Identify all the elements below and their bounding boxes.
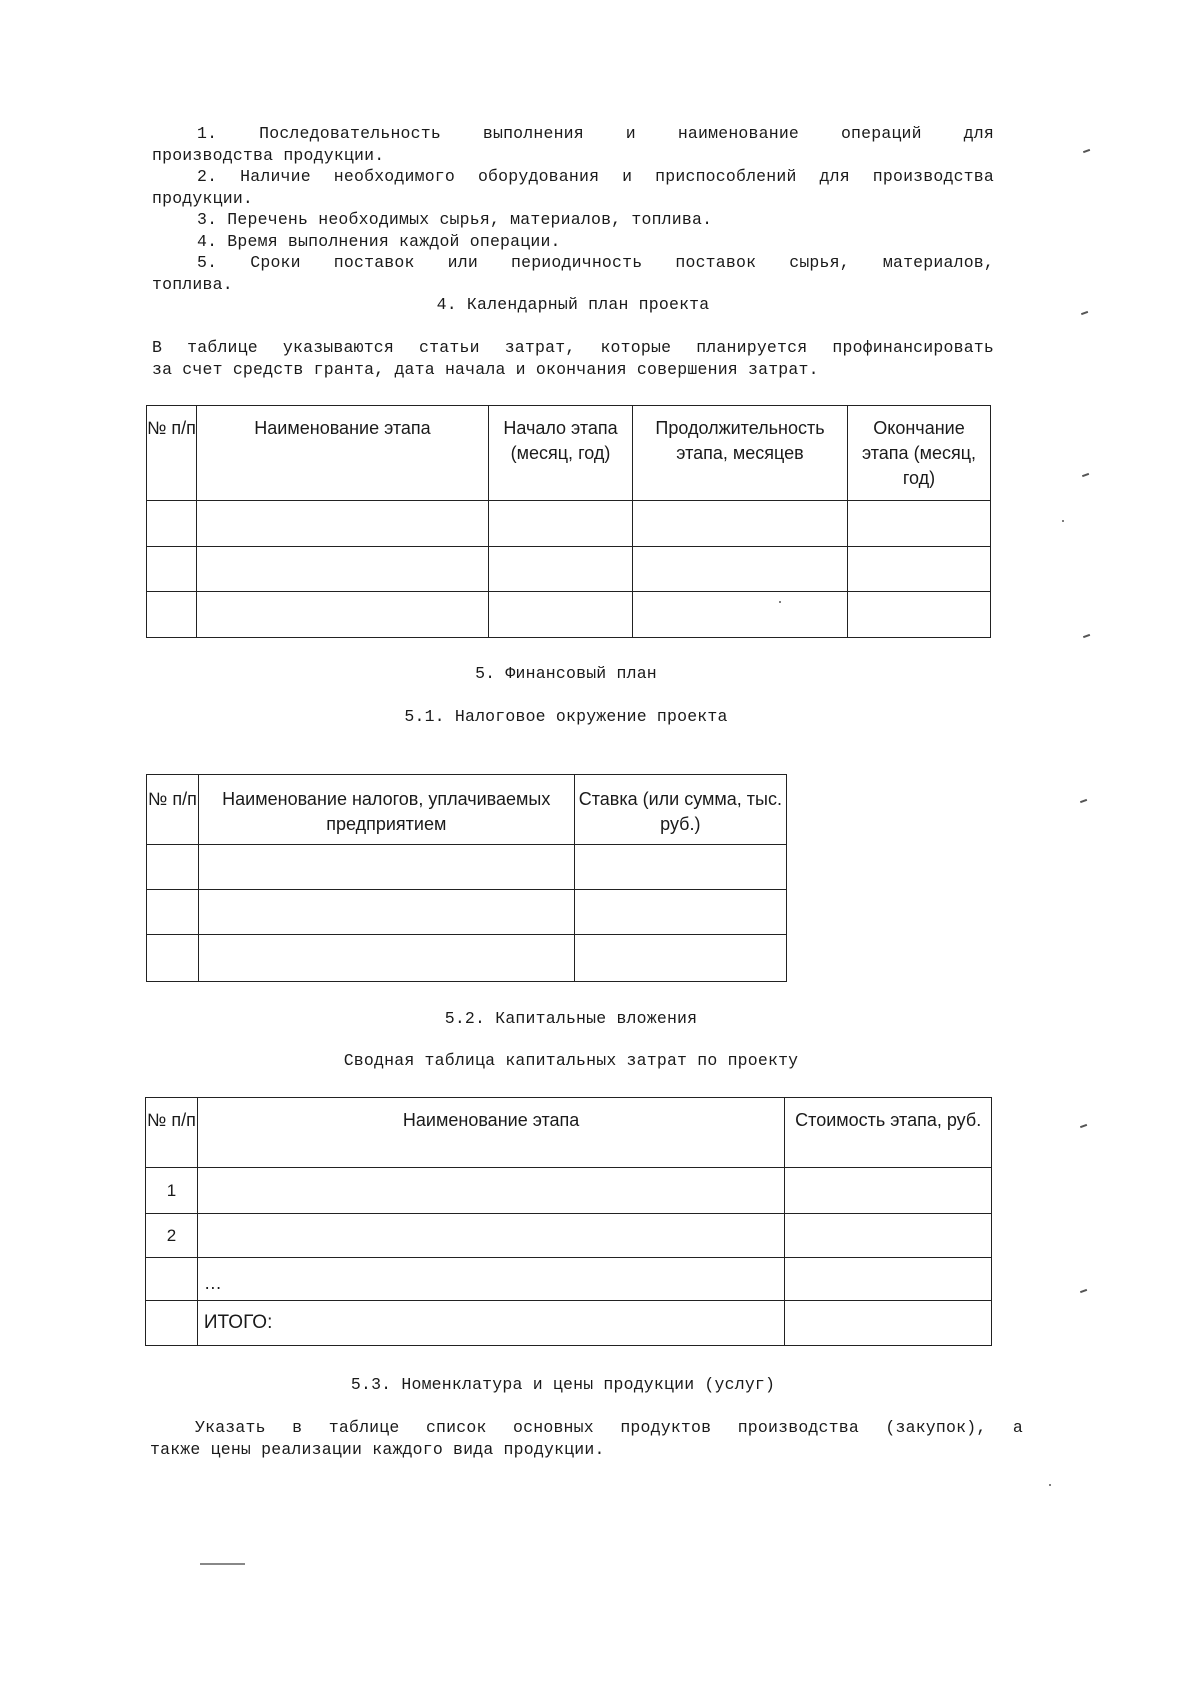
table-row: [146, 1258, 992, 1301]
table-header-row: [147, 406, 991, 501]
table-cell[interactable]: [489, 592, 633, 638]
table-cell[interactable]: [489, 501, 633, 547]
table-row: [147, 501, 991, 547]
table-cell[interactable]: [147, 935, 199, 982]
intro-item-2-line2: продукции.: [152, 188, 254, 208]
scan-mark: [1080, 1289, 1087, 1293]
capital-table-caption: Сводная таблица капитальных затрат по проекту: [343, 1051, 799, 1070]
row-total-label: ИТОГО:: [197, 1301, 784, 1346]
intro-item-2-line1: 2. Наличие необходимого оборудования и приспособлений для производства: [197, 167, 994, 186]
row-ellipsis: …: [197, 1258, 784, 1301]
table-cell[interactable]: [198, 845, 574, 890]
col-header-number: № п/п: [146, 1098, 198, 1168]
table-row: [147, 592, 991, 638]
table-cell[interactable]: [848, 501, 991, 547]
col-header-stage-cost: Стоимость этапа, руб.: [785, 1098, 992, 1168]
row-number: [146, 1258, 198, 1301]
table-row: [146, 1214, 992, 1258]
table-cell[interactable]: [633, 592, 848, 638]
scan-dot: [1049, 1484, 1051, 1486]
col-header-stage-start: Начало этапа (месяц, год): [489, 406, 633, 501]
table-cell[interactable]: [633, 547, 848, 592]
row-number: 1: [146, 1168, 198, 1214]
table-header-row: [147, 775, 787, 845]
row-stage-name[interactable]: [197, 1214, 784, 1258]
section5-3-paragraph: [150, 1417, 1023, 1460]
table-row-total: [146, 1301, 992, 1346]
intro-item-5-line1: 5. Сроки поставок или периодичность поставок сырья, материалов,: [197, 253, 994, 272]
intro-item-5-line2: топлива.: [152, 274, 233, 294]
table-cell[interactable]: [147, 890, 199, 935]
table-cell[interactable]: [633, 501, 848, 547]
table-cell[interactable]: [198, 935, 574, 982]
table-cell[interactable]: [147, 845, 199, 890]
table-row: [147, 935, 787, 982]
row-total-cost[interactable]: [785, 1301, 992, 1346]
table-cell[interactable]: [574, 845, 786, 890]
capital-costs-table: [145, 1097, 992, 1346]
intro-item-1-line2: производства продукции.: [152, 145, 385, 165]
intro-item-4: 4. Время выполнения каждой операции.: [197, 231, 561, 251]
table-cell[interactable]: [574, 935, 786, 982]
row-number: [146, 1301, 198, 1346]
col-header-number: № п/п: [147, 406, 197, 501]
table-row: [147, 890, 787, 935]
scan-mark: [1083, 634, 1090, 638]
section5-3-title: 5.3. Номенклатура и цены продукции (услуг): [350, 1375, 776, 1394]
section4-title: 4. Календарный план проекта: [436, 295, 710, 314]
table-cell[interactable]: [198, 890, 574, 935]
row-stage-name[interactable]: [197, 1168, 784, 1214]
section4-para-line2: за счет средств гранта, дата начала и окончания совершения затрат.: [152, 359, 819, 379]
scan-edge-mark: [200, 1563, 245, 1565]
section5-1-title: 5.1. Налоговое окружение проекта: [404, 707, 728, 726]
row-number: 2: [146, 1214, 198, 1258]
table-cell[interactable]: [147, 547, 197, 592]
table-cell[interactable]: [147, 501, 197, 547]
section5-title: 5. Финансовый план: [475, 664, 657, 683]
scan-mark: [1080, 799, 1087, 803]
row-stage-cost[interactable]: [785, 1168, 992, 1214]
row-stage-cost[interactable]: [785, 1258, 992, 1301]
scan-dot: [779, 601, 781, 603]
scan-dot: [1062, 520, 1064, 522]
col-header-stage-duration: Продолжительность этапа, месяцев: [633, 406, 848, 501]
table-cell[interactable]: [147, 592, 197, 638]
table-cell[interactable]: [848, 547, 991, 592]
tax-environment-table: [146, 774, 787, 982]
section4-para-line1: В таблице указываются статьи затрат, которые планируется профинансировать: [152, 338, 994, 357]
table-cell[interactable]: [848, 592, 991, 638]
col-header-stage-end: Окончание этапа (месяц, год): [848, 406, 991, 501]
scan-mark: [1082, 473, 1089, 477]
section5-3-para-line2: также цены реализации каждого вида продукции.: [150, 1439, 605, 1459]
col-header-tax-rate: Ставка (или сумма, тыс. руб.): [574, 775, 786, 845]
table-row: [147, 547, 991, 592]
table-cell[interactable]: [197, 592, 489, 638]
table-header-row: [146, 1098, 992, 1168]
section5-2-title: 5.2. Капитальные вложения: [444, 1009, 698, 1028]
table-row: [147, 845, 787, 890]
calendar-plan-table: [146, 405, 991, 638]
table-cell[interactable]: [197, 501, 489, 547]
intro-item-3: 3. Перечень необходимых сырья, материалов, топлива.: [197, 210, 713, 229]
table-cell[interactable]: [574, 890, 786, 935]
scan-mark: [1080, 1124, 1087, 1128]
col-header-stage-name: Наименование этапа: [197, 1098, 784, 1168]
col-header-tax-name: Наименование налогов, уплачиваемых предприятием: [198, 775, 574, 845]
intro-item-1-line1: 1. Последовательность выполнения и наименование операций для: [197, 124, 994, 143]
section4-paragraph: [152, 337, 994, 380]
scan-mark: [1083, 149, 1090, 153]
table-cell[interactable]: [197, 547, 489, 592]
row-stage-cost[interactable]: [785, 1214, 992, 1258]
intro-list: [152, 123, 994, 295]
table-cell[interactable]: [489, 547, 633, 592]
col-header-stage-name: Наименование этапа: [197, 406, 489, 501]
col-header-number: № п/п: [147, 775, 199, 845]
table-row: [146, 1168, 992, 1214]
section5-3-para-line1: Указать в таблице список основных продуктов производства (закупок), а: [195, 1418, 1023, 1437]
